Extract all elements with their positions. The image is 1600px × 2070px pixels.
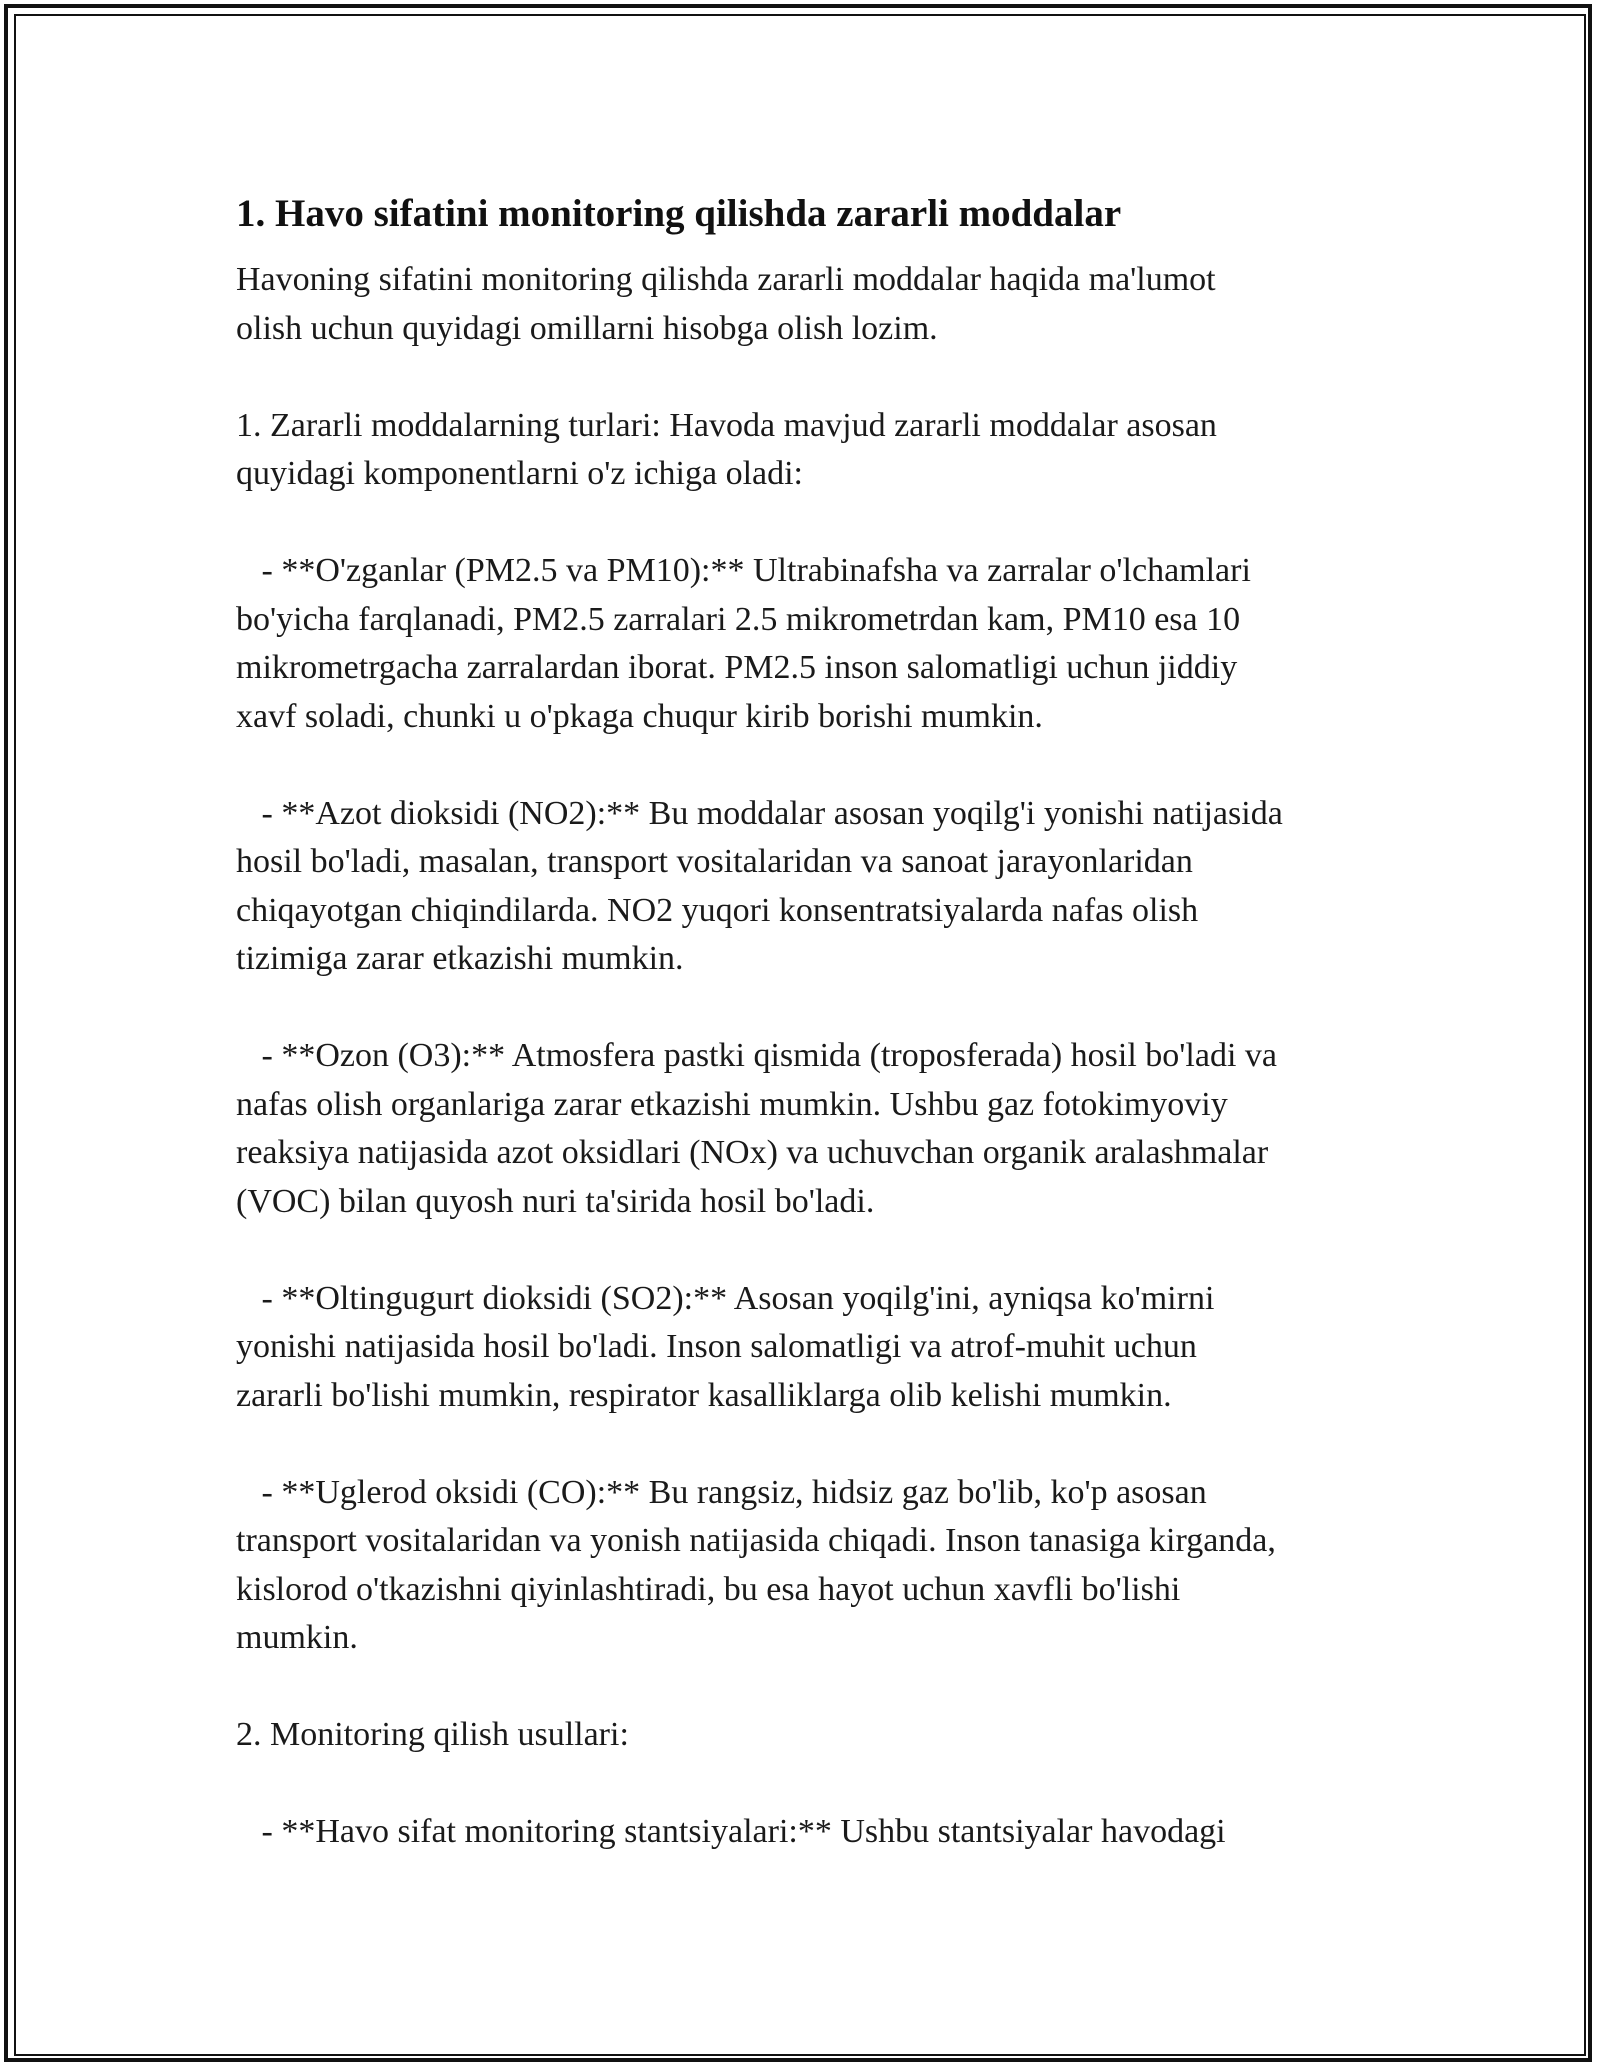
section-methods-paragraph	[236, 1711, 1386, 1760]
text-line: yonishi natijasida hosil bo'ladi. Inson salomatligi va atrof-muhit uchun	[236, 1328, 1197, 1365]
so2-item-paragraph	[236, 1275, 1386, 1421]
text-line: - **Havo sifat monitoring stantsiyalari:** Ushbu stantsiyalar havodagi	[236, 1813, 1226, 1850]
section-types-paragraph	[236, 402, 1386, 499]
no2-item-paragraph	[236, 790, 1386, 984]
ozone-item-paragraph	[236, 1032, 1386, 1226]
stations-item-paragraph	[236, 1808, 1386, 1857]
text-line: - **Azot dioksidi (NO2):** Bu moddalar asosan yoqilg'i yonishi natijasida	[236, 794, 1283, 832]
text-line: reaksiya natijasida azot oksidlari (NOx) va uchuvchan organik aralashmalar	[236, 1134, 1269, 1171]
text-line: mikrometrgacha zarralardan iborat. PM2.5 inson salomatligi uchun jiddiy	[236, 649, 1238, 686]
text-line: hosil bo'ladi, masalan, transport vositalaridan va sanoat jarayonlaridan	[236, 843, 1193, 880]
co-item-paragraph	[236, 1469, 1386, 1663]
text-line: nafas olish organlariga zarar etkazishi mumkin. Ushbu gaz fotokimyoviy	[236, 1085, 1228, 1123]
text-line: bo'yicha farqlanadi, PM2.5 zarralari 2.5 mikrometrdan kam, PM10 esa 10	[236, 600, 1241, 638]
text-line: - **O'zganlar (PM2.5 va PM10):** Ultrabinafsha va zarralar o'lchamlari	[236, 552, 1251, 589]
text-line: 1. Zararli moddalarning turlari: Havoda mavjud zararli moddalar asosan	[236, 406, 1217, 444]
text-line: Havoning sifatini monitoring qilishda zararli moddalar haqida ma'lumot	[236, 261, 1216, 298]
pm-item-paragraph	[236, 547, 1386, 741]
text-line: quyidagi komponentlarni o'z ichiga oladi:	[236, 455, 803, 492]
text-line: mumkin.	[236, 1619, 358, 1656]
text-line: tizimiga zarar etkazishi mumkin.	[236, 940, 684, 977]
text-line: olish uchun quyidagi omillarni hisobga olish lozim.	[236, 309, 938, 347]
text-line: transport vositalaridan va yonish natijasida chiqadi. Inson tanasiga kirganda,	[236, 1522, 1276, 1559]
text-line: kislorod o'tkazishni qiyinlashtiradi, bu esa hayot uchun xavfli bo'lishi	[236, 1570, 1181, 1608]
text-line: 2. Monitoring qilish usullari:	[236, 1716, 629, 1753]
text-line: - **Ozon (O3):** Atmosfera pastki qismida (troposferada) hosil bo'ladi va	[236, 1037, 1278, 1074]
intro-paragraph	[236, 256, 1386, 353]
text-line: (VOC) bilan quyosh nuri ta'sirida hosil bo'ladi.	[236, 1182, 875, 1220]
text-line: - **Oltingugurt dioksidi (SO2):** Asosan yoqilg'ini, ayniqsa ko'mirni	[236, 1279, 1215, 1317]
text-line: chiqayotgan chiqindilarda. NO2 yuqori konsentratsiyalarda nafas olish	[236, 891, 1199, 929]
document-body	[236, 190, 1386, 1905]
text-line: zararli bo'lishi mumkin, respirator kasalliklarga olib kelishi mumkin.	[236, 1376, 1172, 1414]
text-line: - **Uglerod oksidi (CO):** Bu rangsiz, hidsiz gaz bo'lib, ko'p asosan	[236, 1473, 1207, 1511]
text-line: xavf soladi, chunki u o'pkaga chuqur kirib borishi mumkin.	[236, 697, 1043, 735]
document-heading: 1. Havo sifatini monitoring qilishda zararli moddalar	[236, 192, 1122, 235]
